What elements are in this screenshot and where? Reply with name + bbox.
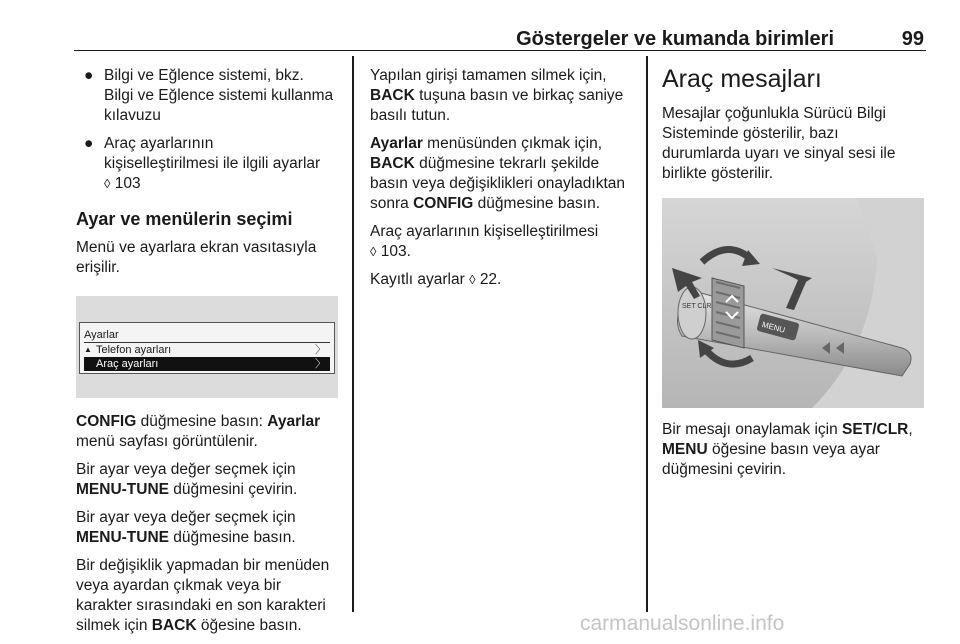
text-line: basın veya değişiklikleri onayladıktan: [370, 175, 626, 192]
display-menu-item-selected: [84, 357, 330, 371]
reference-page: 22.: [479, 271, 502, 288]
column-1: [76, 66, 344, 644]
text-line: karakter sırasındaki en son karakteri: [76, 597, 326, 614]
text: düğmesine tekrarlı şekilde: [414, 155, 600, 172]
text: sonra: [370, 195, 414, 212]
watermark: carmanualsonline.info: [580, 612, 785, 635]
paragraph-menu-tune-press: [76, 508, 344, 548]
keyword: BACK: [370, 155, 415, 172]
paragraph-back-hold: [370, 66, 640, 126]
stalk-control-illustration: [662, 198, 924, 408]
reference-arrow-icon: ◊: [370, 244, 377, 259]
page-number: 99: [901, 28, 924, 50]
keyword: CONFIG: [413, 195, 474, 212]
text: öğesine basın veya ayar: [707, 441, 880, 458]
bullet-text: [104, 66, 344, 126]
keyword: MENU-TUNE: [76, 529, 169, 546]
page-header: [74, 26, 926, 51]
bullet-line: Bilgi ve Eğlence sistemi, bkz.: [104, 67, 304, 84]
display-menu-label: Araç ayarları: [96, 358, 159, 370]
text-line: Bir ayar veya değer seçmek için: [76, 509, 296, 526]
keyword: MENU-TUNE: [76, 481, 169, 498]
keyword: MENU: [662, 441, 708, 458]
text-line: veya ayardan çıkmak veya bir: [76, 577, 282, 594]
settings-display-illustration: [76, 296, 338, 398]
keyword: SET/CLR: [842, 421, 909, 438]
paragraph-config: [76, 412, 344, 452]
column-3: [662, 64, 926, 488]
text: silmek için: [76, 617, 152, 634]
header-title: Göstergeler ve kumanda birimleri: [516, 28, 834, 50]
text-line: Bir değişiklik yapmadan bir menüden: [76, 557, 330, 574]
bullet-icon: ●: [84, 67, 94, 84]
display-title: Ayarlar: [84, 329, 119, 341]
bullet-text: [104, 134, 344, 194]
text-line: birlikte gösterilir.: [662, 165, 774, 182]
intro-paragraph: [76, 238, 344, 278]
reference-page: 103: [114, 175, 141, 192]
photo-caption: [662, 420, 926, 480]
column-divider-1: [352, 56, 354, 612]
text-line: Araç ayarlarının kişiselleştirilmesi: [370, 223, 599, 240]
text-line: düğmesini çevirin.: [662, 461, 787, 478]
setclr-button-label: SET CLR: [682, 303, 712, 310]
text-line: Bir ayar veya değer seçmek için: [76, 461, 296, 478]
text: ,: [908, 421, 913, 438]
text: menüsünden çıkmak için,: [422, 135, 603, 152]
page-reference[interactable]: [469, 271, 501, 288]
text: tuşuna basın ve birkaç saniye: [414, 87, 624, 104]
text: Bir mesajı onaylamak için: [662, 421, 843, 438]
reference-arrow-icon: ◊: [469, 272, 476, 287]
bullet-line: kişiselleştirilmesi ile ilgili ayarlar: [104, 155, 321, 172]
display-menu-label: Telefon ayarları: [96, 344, 172, 356]
menu-button-label: MENU: [760, 319, 787, 335]
reference-page: 103.: [380, 243, 411, 260]
reference-arrow-icon: ◊: [104, 176, 111, 191]
stalk-drawing: [662, 198, 924, 408]
chevron-right-icon: 〉: [315, 344, 326, 356]
section-heading: Ayar ve menülerin seçimi: [76, 209, 293, 229]
paragraph-exit-menu: [370, 134, 640, 214]
text-line: menü sayfası görüntülenir.: [76, 433, 258, 450]
intro-paragraph: [662, 104, 926, 184]
text-line: Menü ve ayarlara ekran vasıtasıyla: [76, 239, 317, 256]
text: öğesine basın.: [196, 617, 302, 634]
page-reference[interactable]: [104, 174, 344, 194]
keyword: Ayarlar: [370, 135, 423, 152]
paragraph-personalization-ref: [370, 222, 640, 262]
text-line: erişilir.: [76, 259, 120, 276]
display-menu-item: [84, 343, 330, 357]
bullet-vehicle-personalization: [76, 134, 344, 194]
text-line: Sisteminde gösterilir, bazı: [662, 125, 839, 142]
keyword: CONFIG: [76, 413, 137, 430]
paragraph-saved-settings: [370, 270, 640, 290]
text-line: Yapılan girişi tamamen silmek için,: [370, 67, 607, 84]
text-line: Mesajlar çoğunlukla Sürücü Bilgi: [662, 105, 887, 122]
text: düğmesine basın.: [169, 529, 296, 546]
bullet-line: kılavuzu: [104, 107, 161, 124]
paragraph-back: [76, 556, 344, 636]
column-divider-2: [646, 56, 648, 612]
bullet-icon: ●: [84, 135, 94, 152]
text-line: durumlarda uyarı ve sinyal sesi ile: [662, 145, 896, 162]
keyword: BACK: [370, 87, 415, 104]
chevron-right-icon: 〉: [315, 358, 326, 370]
paragraph-menu-tune-turn: [76, 460, 344, 500]
bullet-line: Araç ayarlarının: [104, 135, 214, 152]
text: düğmesine basın.: [473, 195, 601, 212]
up-arrow-icon: ▲: [84, 345, 92, 354]
text: Kayıtlı ayarlar: [370, 271, 470, 288]
column-2: [370, 66, 640, 298]
text: düğmesini çevirin.: [169, 481, 298, 498]
page-reference[interactable]: [370, 242, 640, 262]
bullet-line: Bilgi ve Eğlence sistemi kullanma: [104, 87, 334, 104]
display-screen: [79, 322, 335, 374]
keyword: BACK: [151, 617, 197, 634]
text-line: basılı tutun.: [370, 107, 451, 124]
section-heading: Araç mesajları: [662, 65, 822, 93]
text: düğmesine basın:: [136, 413, 268, 430]
bullet-infotainment: [76, 66, 344, 126]
keyword: Ayarlar: [267, 413, 321, 430]
